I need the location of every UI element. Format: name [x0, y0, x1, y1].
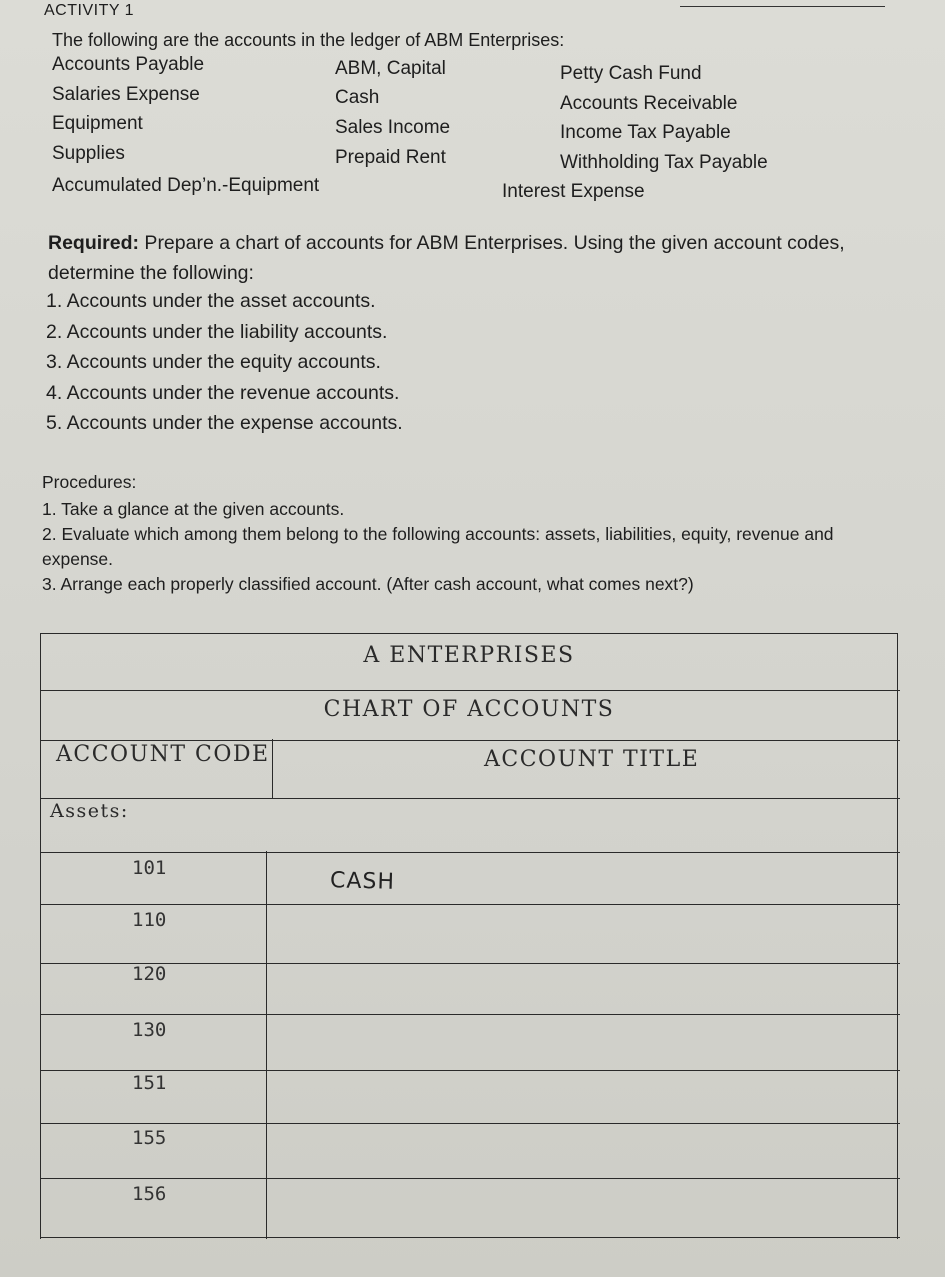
table-row: [40, 1014, 900, 1071]
required-item: 3. Accounts under the equity accounts.: [46, 351, 381, 373]
table-row-divider: [40, 740, 900, 799]
table-row: [40, 1070, 900, 1124]
account-code: 110: [132, 909, 167, 931]
company-name: A ENTERPRISES: [363, 643, 575, 668]
account-title-handwritten: CASH: [329, 868, 396, 895]
intro-text: The following are the accounts in the ledger of ABM Enterprises:: [52, 30, 565, 50]
account-code: 155: [132, 1127, 167, 1149]
required-item: 1. Accounts under the asset accounts.: [46, 290, 376, 312]
required-item: 4. Accounts under the revenue accounts.: [46, 381, 400, 404]
account-code: 120: [132, 963, 167, 985]
account-item: Withholding Tax Payable: [560, 152, 768, 173]
account-item: ABM, Capital: [335, 58, 446, 79]
account-item: Interest Expense: [502, 181, 645, 202]
procedures-section: [42, 470, 902, 597]
account-code: 151: [132, 1072, 167, 1094]
table-row: [40, 904, 900, 964]
required-item: 5. Accounts under the expense accounts.: [46, 412, 403, 434]
chart-heading: CHART OF ACCOUNTS: [323, 697, 615, 722]
required-item: 2. Accounts under the liability accounts.: [46, 320, 388, 343]
procedure-item: 2. Evaluate which among them belong to the following accounts: assets, liabilities, equity, revenue and expense.: [42, 524, 834, 569]
assets-section-label: Assets:: [50, 800, 129, 822]
table-row: [40, 1123, 900, 1179]
account-item: Equipment: [52, 113, 143, 134]
account-item: Income Tax Payable: [560, 122, 731, 143]
account-item: Cash: [335, 87, 380, 108]
account-item: Accounts Payable: [52, 54, 205, 75]
procedure-item: 3. Arrange each properly classified account. (After cash account, what comes next?): [42, 574, 694, 594]
table-row-divider: [40, 798, 900, 853]
required-text: Prepare a chart of accounts for ABM Enterprises. Using the given account codes, determine the following:: [48, 232, 845, 284]
table-row: [40, 1178, 900, 1238]
name-line: [680, 6, 885, 7]
account-item: Petty Cash Fund: [560, 63, 702, 84]
required-list: [46, 286, 403, 439]
procedure-item: 1. Take a glance at the given accounts.: [42, 499, 345, 519]
table-row: [40, 963, 900, 1015]
account-item: Salaries Expense: [52, 84, 200, 105]
account-code: 156: [132, 1183, 167, 1205]
account-title-header: ACCOUNT TITLE: [484, 747, 700, 772]
account-code: 130: [132, 1019, 167, 1041]
chart-of-accounts-table: [40, 633, 900, 1243]
account-code-header: ACCOUNT CODE: [56, 742, 270, 767]
required-label: Required:: [48, 232, 140, 254]
table-row-divider: [40, 633, 900, 691]
account-item: Accumulated Dep’n.-Equipment: [52, 175, 320, 196]
account-item: Sales Income: [335, 117, 451, 138]
activity-title: ACTIVITY 1: [44, 2, 135, 19]
required-paragraph: [48, 228, 848, 288]
account-item: Supplies: [52, 143, 125, 164]
procedures-label: Procedures:: [42, 472, 137, 492]
table-row-divider: [40, 690, 900, 741]
table-row: [40, 852, 900, 905]
account-item: Accounts Receivable: [560, 93, 738, 114]
account-code: 101: [132, 857, 167, 879]
account-item: Prepaid Rent: [335, 147, 446, 168]
